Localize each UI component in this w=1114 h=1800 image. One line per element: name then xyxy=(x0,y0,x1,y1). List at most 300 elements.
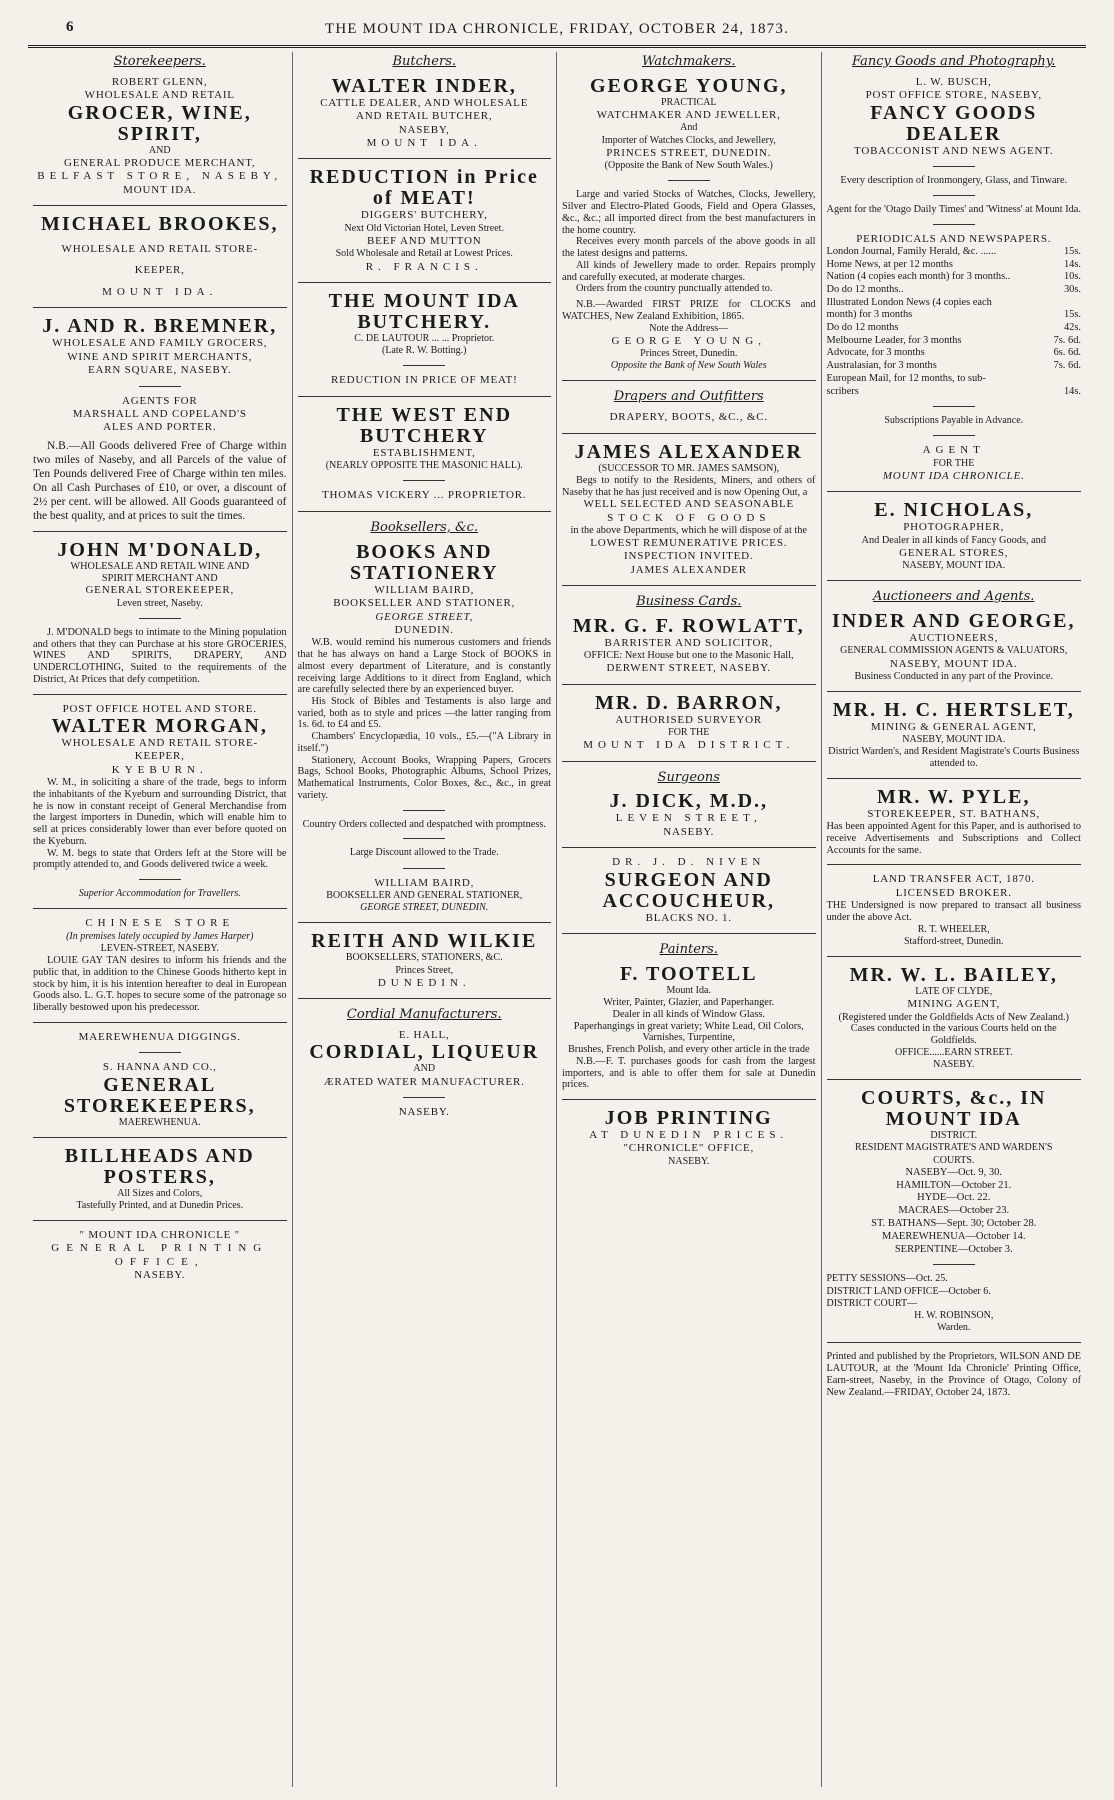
ad-divider xyxy=(298,511,552,512)
ad-divider xyxy=(33,1137,287,1138)
short-divider xyxy=(933,224,975,225)
ad-line: WILLIAM BAIRD, xyxy=(374,583,475,596)
ad-body: W. M., in soliciting a share of the trade, begs to inform the inhabitants of the Kyeburn and surrounding District, that he is now in constant receipt of General Merchandise from the largest importers in Dunedin, which will enable him to sell at prices considerably lower than ever before quoted on the Kyeburn. xyxy=(33,777,287,847)
ad-line: Large Discount allowed to the Trade. xyxy=(349,847,499,859)
section-heading-surgeons xyxy=(562,770,816,786)
ad-divider xyxy=(827,778,1082,779)
paper-row xyxy=(827,347,1082,360)
ad-line: " MOUNT IDA CHRONICLE " xyxy=(79,1229,240,1242)
short-divider xyxy=(139,879,181,880)
ad-line: DR. J. D. NIVEN xyxy=(612,856,766,869)
ad-body: Chambers' Encyclopædia, 10 vols., £5.—("A Library in itself.") xyxy=(297,731,551,754)
column-storekeepers xyxy=(28,52,293,1787)
michael-brookes-ad xyxy=(33,214,287,299)
ad-line: Princes Street, Dunedin. xyxy=(640,348,738,360)
short-divider xyxy=(933,1264,975,1265)
ad-heading: J. DICK, M.D., xyxy=(609,790,769,813)
short-divider xyxy=(668,180,710,181)
paper-name: scribers xyxy=(826,385,859,397)
ad-line: DUNEDIN. xyxy=(377,976,471,989)
ad-line: MARSHALL AND COPELAND'S xyxy=(72,407,247,420)
hertslet-ad xyxy=(827,700,1082,770)
ad-body: in the above Departments, which he will dispose of at the xyxy=(570,525,807,537)
ad-line: And xyxy=(680,122,698,134)
ad-line: All Sizes and Colors, xyxy=(117,1187,203,1199)
spacing xyxy=(33,235,287,243)
ad-line: ÆRATED WATER MANUFACTURER. xyxy=(323,1075,525,1088)
ad-line: WHOLESALE AND FAMILY GROCERS, xyxy=(52,337,268,350)
ad-heading: MR. W. L. BAILEY, xyxy=(849,964,1058,987)
ad-line: DISTRICT LAND OFFICE—October 6. xyxy=(826,1285,991,1297)
ad-heading: REDUCTION in Price of MEAT! xyxy=(309,166,539,210)
paper-name: Australasian, for 3 months xyxy=(826,360,937,372)
section-heading-business-cards xyxy=(562,594,816,610)
ad-line: STOREKEEPER, ST. BATHANS, xyxy=(867,807,1041,820)
ad-line: THOMAS VICKERY ... PROPRIETOR. xyxy=(322,489,527,502)
short-divider xyxy=(403,810,445,811)
ad-body: Large and varied Stocks of Watches, Clocks, Jewellery, Silver and Electro-Plated Goods, Field and Opera Glasses, &c., &c.; all imported direct from the best manufacturers in the home country. xyxy=(562,189,816,236)
ad-line: Mount Ida. xyxy=(666,984,711,996)
ad-line: MAEREWHENUA. xyxy=(118,1116,201,1128)
niven-ad xyxy=(562,856,816,925)
column-fancy-goods-agents xyxy=(822,52,1087,1787)
short-divider xyxy=(139,618,181,619)
ad-body: Business Conducted in any part of the Province. xyxy=(854,670,1053,682)
printer-imprint xyxy=(827,1351,1082,1398)
ad-heading: THE WEST END BUTCHERY xyxy=(336,403,513,447)
ad-divider xyxy=(298,282,552,283)
ad-line: BOOKSELLER AND STATIONER, xyxy=(333,597,516,610)
ad-line: AGENTS FOR xyxy=(121,394,198,407)
ad-body: District Warden's, and Resident Magistrate's Courts Business attended to. xyxy=(828,746,1080,770)
ad-line: DIGGERS' BUTCHERY, xyxy=(360,209,488,222)
ad-line: KEEPER, xyxy=(134,264,185,277)
ad-line: MOUNT IDA. xyxy=(102,285,218,298)
ad-line: NASEBY, xyxy=(398,123,450,136)
ad-line: GEORGE STREET, xyxy=(375,610,474,623)
ad-line: Writer, Painter, Glazier, and Paperhanger. xyxy=(603,997,775,1009)
ad-body: All kinds of Jewellery made to order. Repairs promply and carefully executed, at moderate charges. xyxy=(562,259,816,283)
ad-line: AND RETAIL BUTCHER, xyxy=(356,110,493,123)
ad-divider xyxy=(298,922,552,923)
ad-divider xyxy=(827,691,1082,692)
paper-row xyxy=(827,373,1082,386)
ad-divider xyxy=(562,585,816,586)
ad-heading: WALTER MORGAN, xyxy=(51,714,268,737)
chinese-store-ad xyxy=(33,917,287,1013)
section-heading-watchmakers xyxy=(562,54,816,70)
paper-name: London Journal, Family Herald, &c. ...... xyxy=(826,245,997,257)
paper-name: month) for 3 months xyxy=(826,309,913,321)
drapery-line xyxy=(562,411,816,424)
ad-line: FOR THE xyxy=(668,726,710,738)
paper-price: 10s. xyxy=(1063,271,1081,283)
diggers-butchery-ad xyxy=(298,167,552,274)
ad-name: ROBERT GLENN, xyxy=(111,75,208,88)
section-heading-drapers xyxy=(562,389,816,405)
rowlatt-ad xyxy=(562,616,816,676)
barron-ad xyxy=(562,693,816,753)
ad-body: N.B.—All Goods delivered Free of Charge within two miles of Naseby, and all Parcels of the value of Ten Pounds delivered Free of Charge within ten miles. On all Cash Purchases of £10, or over, a discount of 2½ per cent. will be allowed. All Goods guaranteed of the best quality, and at prices to suit the times. xyxy=(33,439,287,522)
courts-ad xyxy=(827,1088,1082,1334)
ad-line: LOWEST REMUNERATIVE PRICES. xyxy=(590,536,788,549)
paper-name: Melbourne Leader, for 3 months xyxy=(826,334,962,346)
ad-line: KEEPER, xyxy=(134,750,185,763)
walter-morgan-ad xyxy=(33,703,287,901)
ad-line: Warden. xyxy=(937,1322,971,1334)
ad-line: WATCHMAKER AND JEWELLER, xyxy=(596,109,781,122)
paper-name: Do do 12 months xyxy=(826,322,899,334)
ad-line: "CHRONICLE" OFFICE, xyxy=(623,1142,755,1155)
imprint-text: Printed and published by the Proprietors, WILSON AND DE LAUTOUR, at the 'Mount Ida Chronicle' Printing Office, Earn-street, Naseby, in the Province of Otago, Colony of New Zealand.—FRIDAY, October 24, 1873. xyxy=(826,1351,1081,1398)
ad-line: GENERAL STORES, xyxy=(899,546,1009,559)
ad-heading: GROCER, WINE, SPIRIT, xyxy=(67,101,252,145)
ad-body: J. M'DONALD begs to intimate to the Mining population and others that they can Purchase at his store GROCERIES, WINES AND SPIRITS, DRAPERY, AND UNDERCLOTHING, Suited to the requirements of the District, At Prices that defy competition. xyxy=(33,626,287,685)
ad-heading: MR. D. BARRON, xyxy=(595,691,783,714)
reith-wilkie-ad xyxy=(298,931,552,990)
west-end-butchery-ad xyxy=(298,405,552,503)
job-printing-ad xyxy=(562,1108,816,1168)
ad-body: Has been appointed Agent for this Paper, and is authorised to receive Advertisements and Subscriptions and Collect Accounts for the same. xyxy=(826,821,1081,856)
ad-line: NASEBY, MOUNT IDA. xyxy=(889,657,1018,670)
short-divider xyxy=(403,480,445,481)
ad-body: Every description of Ironmongery, Glass, and Tinware. xyxy=(840,175,1068,187)
ad-line: Princes Street, xyxy=(395,964,454,976)
section-title: Surgeons xyxy=(657,769,720,785)
e-nicholas-ad xyxy=(827,500,1082,572)
section-heading-books xyxy=(298,520,552,536)
inder-george-ad xyxy=(827,611,1082,683)
ad-line: PERIODICALS AND NEWSPAPERS. xyxy=(856,232,1052,245)
ad-line: DERWENT STREET, NASEBY. xyxy=(606,662,771,675)
tootell-ad xyxy=(562,964,816,1091)
ad-heading: LAND TRANSFER ACT, 1870. xyxy=(872,873,1035,886)
ad-body: Orders from the country punctually attended to. xyxy=(576,283,773,295)
ad-line: Dealer in all kinds of Window Glass. xyxy=(612,1008,765,1020)
ad-heading: SURGEON AND ACCOUCHEUR, xyxy=(602,868,776,912)
ad-line: WILLIAM BAIRD, xyxy=(374,876,475,889)
ad-line: (SUCCESSOR TO MR. JAMES SAMSON), xyxy=(598,462,780,474)
ad-line: AGENT xyxy=(922,444,985,457)
paper-name: Nation (4 copies each month) for 3 months.. xyxy=(826,271,1011,283)
section-heading-cordial xyxy=(298,1007,552,1023)
e-hall-ad xyxy=(298,1029,552,1119)
ad-line: R. T. WHEELER, xyxy=(917,923,990,935)
ad-line: LEVEN STREET, xyxy=(615,812,762,825)
robert-glenn-ad xyxy=(33,76,287,197)
court-date: HAMILTON—October 21. xyxy=(896,1179,1012,1191)
ad-divider xyxy=(33,908,287,909)
ad-line: WHOLESALE AND RETAIL xyxy=(84,89,235,102)
ad-line: GENERAL STOREKEEPER, xyxy=(85,584,235,597)
ad-heading: F. TOOTELL xyxy=(620,962,758,985)
paper-price: 42s. xyxy=(1063,322,1081,334)
ad-line: NASEBY. xyxy=(134,1269,186,1282)
paper-price: 7s. 6d. xyxy=(1053,360,1081,372)
section-title: Auctioneers and Agents. xyxy=(873,589,1035,605)
ad-line: CATTLE DEALER, AND WHOLESALE xyxy=(320,96,529,109)
section-title: Drapers and Outfitters xyxy=(613,389,764,405)
section-heading-auctioneers xyxy=(827,589,1082,605)
paper-price: 6s. 6d. xyxy=(1053,347,1081,359)
short-divider xyxy=(403,1097,445,1098)
paper-row xyxy=(827,259,1082,272)
william-baird-ad xyxy=(298,542,552,915)
short-divider xyxy=(403,838,445,839)
ad-line: (Opposite the Bank of New South Wales.) xyxy=(604,160,773,172)
spacing xyxy=(33,278,287,286)
advertisement-columns xyxy=(28,52,1086,1787)
ad-divider xyxy=(33,205,287,206)
ad-line: POST OFFICE STORE, NASEBY, xyxy=(865,89,1042,102)
ad-line: MOUNT IDA CHRONICLE. xyxy=(882,469,1025,482)
ad-line: (In premises lately occupied by James Harper) xyxy=(66,930,254,942)
ad-heading: JOB PRINTING xyxy=(604,1106,773,1129)
ad-line: MINING AGENT, xyxy=(907,998,1001,1011)
section-title: Storekeepers. xyxy=(113,54,206,69)
ad-heading: INDER AND GEORGE, xyxy=(832,609,1076,632)
ad-line: PRACTICAL xyxy=(660,96,717,108)
ad-line: WINE AND SPIRIT MERCHANTS, xyxy=(67,350,253,363)
ad-heading: MR. W. PYLE, xyxy=(877,785,1031,808)
court-date: MAEREWHENUA—October 14. xyxy=(882,1230,1026,1242)
ad-line: JAMES ALEXANDER xyxy=(630,563,747,576)
ad-line: GENERAL PRODUCE MERCHANT, xyxy=(64,156,256,169)
bremner-ad xyxy=(33,316,287,523)
ad-heading: WALTER INDER, xyxy=(331,74,517,97)
ad-line: Brushes, French Polish, and every other article in the trade xyxy=(567,1044,810,1056)
court-date: NASEBY—Oct. 9, 30. xyxy=(905,1166,1003,1178)
ad-body: N.B.—F. T. purchases goods for cash from the largest importers, and is able to offer them for sale at Dunedin prices. xyxy=(562,1055,816,1091)
ad-divider xyxy=(827,1079,1082,1080)
ad-heading: MICHAEL BROOKES, xyxy=(40,213,279,236)
ad-line: PRINCES STREET, DUNEDIN. xyxy=(606,146,772,159)
ad-line: Leven street, Naseby. xyxy=(116,597,203,609)
john-mcdonald-ad xyxy=(33,540,287,686)
section-title: Butchers. xyxy=(392,54,456,69)
ad-divider xyxy=(827,864,1082,865)
paper-price: 14s. xyxy=(1063,258,1081,270)
paper-name: Do do 12 months.. xyxy=(826,284,904,296)
ad-heading: MR. H. C. HERTSLET, xyxy=(832,698,1075,721)
ad-line: Tastefully Printed, and at Dunedin Prices. xyxy=(76,1199,244,1211)
ad-line: OFFICE......EARN STREET. xyxy=(894,1046,1013,1058)
ad-line: Paperhangings in great variety; White Lead, Oil Colors, Varnishes, Turpentine, xyxy=(573,1020,804,1044)
ad-line: DUNEDIN. xyxy=(394,623,454,636)
ad-line: Next Old Victorian Hotel, Leven Street. xyxy=(344,222,504,234)
s-hanna-ad xyxy=(33,1031,287,1129)
section-heading-butchers xyxy=(298,54,552,70)
paper-price: 15s. xyxy=(1063,245,1081,257)
ad-heading: REITH AND WILKIE xyxy=(311,930,538,953)
ad-line: ALES AND PORTER. xyxy=(103,421,217,434)
section-title: Fancy Goods and Photography. xyxy=(852,54,1056,69)
ad-line: NASEBY. xyxy=(663,825,715,838)
ad-line: BOOKSELLERS, STATIONERS, &C. xyxy=(345,952,503,964)
paper-row xyxy=(827,322,1082,335)
short-divider xyxy=(933,195,975,196)
paper-name: Illustrated London News (4 copies each xyxy=(826,296,992,308)
ad-line: MOUNT IDA DISTRICT. xyxy=(583,739,795,752)
ad-line: AND xyxy=(148,144,171,156)
billheads-ad xyxy=(33,1146,287,1212)
ad-divider xyxy=(298,396,552,397)
ad-divider xyxy=(562,380,816,381)
ad-line: Note the Address— xyxy=(649,322,729,334)
ad-body: W. M. begs to state that Orders left at the Store will be promptly attended to, and Goods delivered twice a week. xyxy=(33,847,287,871)
ad-line: WELL SELECTED AND SEASONABLE xyxy=(583,498,794,511)
ad-line: ESTABLISHMENT, xyxy=(372,446,476,459)
ad-line: EARN SQUARE, NASEBY. xyxy=(87,364,232,377)
ad-divider xyxy=(562,1099,816,1100)
ad-line: PETTY SESSIONS—Oct. 25. xyxy=(826,1273,948,1285)
ad-line: BEEF AND MUTTON xyxy=(367,235,482,248)
ad-line: MOUNT IDA. xyxy=(123,183,197,196)
ad-body: His Stock of Bibles and Testaments is also large and varied, both as to style and prices —the latter ranging from 1s. 6d. to £4 and £5. xyxy=(297,696,551,731)
ad-line: BARRISTER AND SOLICITOR, xyxy=(604,637,773,650)
ad-body: Cases conducted in the various Courts held on the Goldfields. xyxy=(850,1023,1057,1047)
ad-line: SPIRIT MERCHANT AND xyxy=(101,572,218,584)
section-heading-painters xyxy=(562,942,816,958)
ad-line: WHOLESALE AND RETAIL WINE AND xyxy=(70,560,250,572)
ad-divider xyxy=(827,580,1082,581)
ad-line: NASEBY, MOUNT IDA. xyxy=(902,734,1006,746)
mount-ida-butchery-ad xyxy=(298,291,552,388)
printing-office-ad xyxy=(33,1229,287,1283)
paper-price: 14s. xyxy=(1063,385,1081,397)
paper-row xyxy=(827,297,1082,310)
ad-footer: Superior Accommodation for Travellers. xyxy=(78,888,241,900)
ad-line: NASEBY. xyxy=(933,1059,975,1071)
ad-line: Subscriptions Payable in Advance. xyxy=(884,415,1024,427)
court-date: MACRAES—October 23. xyxy=(898,1205,1010,1217)
ad-line: Sold Wholesale and Retail at Lowest Prices. xyxy=(335,248,513,260)
court-date: ST. BATHANS—Sept. 30; October 28. xyxy=(871,1217,1037,1229)
ad-line: LICENSED BROKER. xyxy=(895,886,1012,899)
paper-row xyxy=(827,246,1082,259)
ad-divider xyxy=(562,933,816,934)
ad-line: AT DUNEDIN PRICES. xyxy=(589,1128,789,1141)
ad-heading: GENERAL STOREKEEPERS, xyxy=(63,1073,256,1117)
section-heading-fancy-goods xyxy=(827,54,1082,70)
section-title: Watchmakers. xyxy=(641,54,736,69)
ad-body: W.B. would remind his numerous customers and friends that he has always on hand a Large Stock of BOOKS in almost every department of Literature, and is constantly receiving large Additions to it direct from England, which are carefully selected there by an experienced buyer. xyxy=(297,637,551,696)
ad-body: Receives every month parcels of the above goods in all the latest designs and patterns. xyxy=(562,236,816,260)
ad-divider xyxy=(827,956,1082,957)
ad-line: REDUCTION IN PRICE OF MEAT! xyxy=(330,374,518,387)
ad-body: LOUIE GAY TAN desires to inform his friends and the public that, in addition to the Chinese Goods hitherto kept in stock by him, it is his intention hereafter to deal in European Goods also. L. G.T. hopes to secure some of the patronage so liberally bestowed upon his predecessor. xyxy=(33,955,287,1013)
ad-line: STOCK OF GOODS xyxy=(607,511,771,524)
ad-line: Importer of Watches Clocks, and Jewellery, xyxy=(601,134,776,146)
ad-divider xyxy=(562,761,816,762)
ad-line: MINING & GENERAL AGENT, xyxy=(870,720,1037,733)
ad-line: H. W. ROBINSON, xyxy=(914,1309,994,1321)
court-dates xyxy=(827,1167,1082,1257)
ad-line: GEORGE STREET, DUNEDIN. xyxy=(360,902,489,914)
ad-line: NASEBY. xyxy=(668,1155,710,1167)
short-divider xyxy=(403,868,445,869)
ad-line: DISTRICT. xyxy=(930,1130,978,1142)
ad-heading: CHINESE STORE xyxy=(85,917,235,930)
ad-body: N.B.—Awarded FIRST PRIZE for CLOCKS and WATCHES, New Zealand Exhibition, 1865. xyxy=(562,299,816,322)
paper-name: European Mail, for 12 months, to sub- xyxy=(826,372,986,384)
section-title: Painters. xyxy=(659,942,718,958)
ad-line: NASEBY, MOUNT IDA. xyxy=(902,559,1006,571)
ad-heading: CORDIAL, LIQUEUR xyxy=(309,1041,540,1064)
court-date: HYDE—Oct. 22. xyxy=(917,1192,991,1204)
j-dick-ad xyxy=(562,791,816,839)
short-divider xyxy=(933,435,975,436)
ad-heading: MR. G. F. ROWLATT, xyxy=(572,615,805,638)
ad-line: (Late R. W. Botting.) xyxy=(382,345,467,357)
l-w-busch-ad xyxy=(827,76,1082,484)
ad-divider xyxy=(33,694,287,695)
section-title: Business Cards. xyxy=(636,594,742,610)
paper-price: 7s. 6d. xyxy=(1053,334,1081,346)
ad-body: (Registered under the Goldfields Acts of New Zealand.) xyxy=(838,1011,1069,1023)
ad-heading: FANCY GOODS DEALER xyxy=(870,101,1038,145)
ad-heading: BILLHEADS AND POSTERS, xyxy=(64,1144,255,1188)
ad-divider xyxy=(562,847,816,848)
ad-line: MOUNT IDA. xyxy=(366,137,482,150)
ad-divider xyxy=(827,491,1082,492)
ad-body: Begs to notify to the Residents, Miners, and others of Naseby that he has just received and is now Opening Out, a xyxy=(562,474,816,498)
column-watchmakers-business xyxy=(557,52,822,1787)
paper-name: Advocate, for 3 months xyxy=(826,347,925,359)
ad-heading: THE MOUNT IDA BUTCHERY. xyxy=(328,290,520,334)
ad-divider xyxy=(33,307,287,308)
ad-line: GEORGE YOUNG, xyxy=(611,334,766,347)
ad-line: KYEBURN. xyxy=(111,763,208,776)
section-title: Booksellers, &c. xyxy=(370,519,479,535)
spacing xyxy=(33,256,287,264)
ad-line: RESIDENT MAGISTRATE'S AND WARDEN'S xyxy=(855,1142,1053,1154)
ad-heading: JAMES ALEXANDER xyxy=(574,440,803,463)
paper-row xyxy=(827,386,1082,399)
ad-body: THE Undersigned is now prepared to transact all business under the above Act. xyxy=(826,900,1081,923)
ad-line: TOBACCONIST AND NEWS AGENT. xyxy=(854,144,1054,157)
ad-divider xyxy=(33,1022,287,1023)
ad-line: INSPECTION INVITED. xyxy=(624,550,754,563)
ad-heading: GENERAL PRINTING OFFICE, xyxy=(51,1242,269,1268)
short-divider xyxy=(933,406,975,407)
masthead xyxy=(28,14,1086,48)
newspaper-header: THE MOUNT IDA CHRONICLE, FRIDAY, OCTOBER 24, 1873. xyxy=(324,21,790,37)
ad-line: Stafford-street, Dunedin. xyxy=(903,935,1004,947)
paper-row xyxy=(827,309,1082,322)
george-young-ad xyxy=(562,76,816,373)
ad-line: NASEBY. xyxy=(398,1105,450,1118)
land-transfer-ad xyxy=(827,873,1082,948)
section-heading-storekeepers xyxy=(33,54,287,70)
ad-heading: BOOKS AND STATIONERY xyxy=(349,540,499,584)
column-butchers-books xyxy=(293,52,558,1787)
ad-line: BELFAST STORE, NASEBY, xyxy=(37,170,283,183)
paper-row xyxy=(827,271,1082,284)
ad-line: PHOTOGRAPHER, xyxy=(903,521,1005,534)
ad-line: WHOLESALE AND RETAIL STORE- xyxy=(61,736,258,749)
section-title: Cordial Manufacturers. xyxy=(346,1007,502,1023)
ad-heading: COURTS, &c., IN MOUNT IDA xyxy=(861,1087,1047,1131)
short-divider xyxy=(139,386,181,387)
ad-body: Stationery, Account Books, Wrapping Papers, Grocers Bags, School Books, Photographic Albums, School Prizes, Mathematical Instruments, Color Boxes, &c., &c., in great variety. xyxy=(297,754,551,801)
ad-line: DRAPERY, BOOTS, &C., &C. xyxy=(609,411,768,424)
ad-line: Opposite the Bank of New South Wales xyxy=(610,360,767,372)
ad-divider xyxy=(33,1220,287,1221)
ad-line: FOR THE xyxy=(933,457,975,469)
ad-line: BOOKSELLER AND GENERAL STATIONER, xyxy=(326,889,523,901)
ad-line: WHOLESALE AND RETAIL STORE- xyxy=(61,243,258,256)
